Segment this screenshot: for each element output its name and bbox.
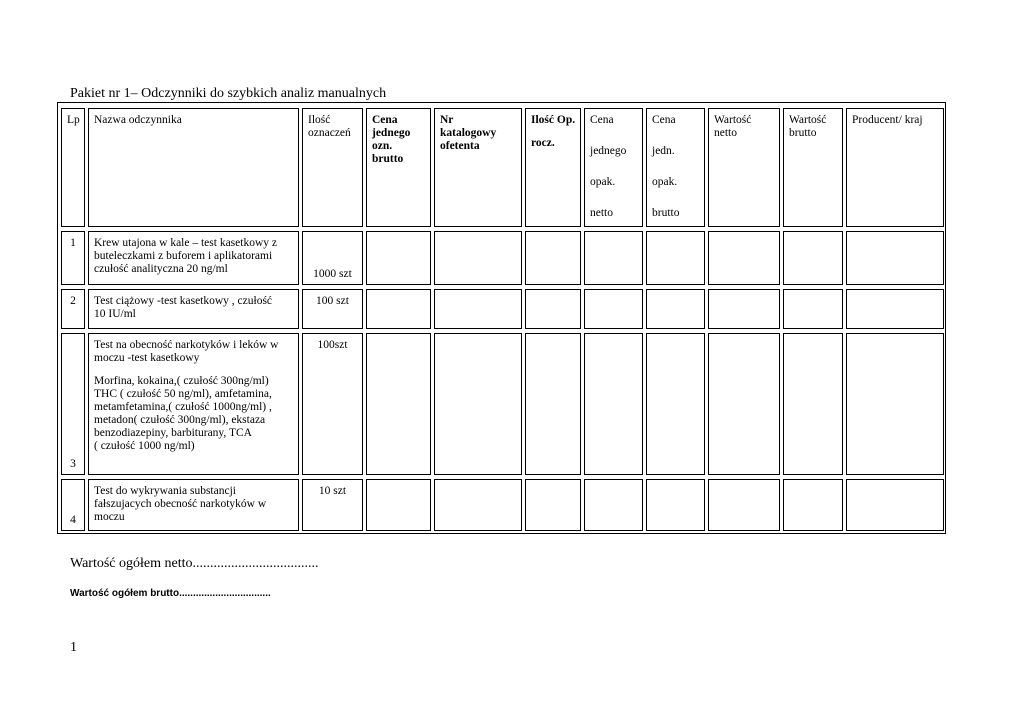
- row-2-wartosc-brutto[interactable]: [783, 289, 843, 329]
- row-3-nazwa-details-line-4: metadon( czułość 300ng/ml), ekstaza: [94, 414, 266, 426]
- header-cena-ozn-line-3: ozn.: [372, 140, 393, 152]
- header-ilosc-line-2: oznaczeń: [308, 127, 351, 139]
- header-wartosc-netto-line-2: netto: [714, 127, 737, 139]
- header-nazwa: [88, 108, 299, 227]
- total-brutto: Wartość ogółem brutto.................................: [70, 588, 271, 599]
- row-1-wartosc-brutto[interactable]: [783, 231, 843, 285]
- row-4-cena-opak-netto[interactable]: [584, 479, 643, 531]
- header-cena-ozn-line-4: brutto: [372, 153, 404, 165]
- package-title: Pakiet nr 1– Odczynniki do szybkich analiz manualnych: [70, 86, 387, 101]
- header-wartosc-brutto-line-2: brutto: [789, 127, 817, 139]
- header-cena-opak-brutto-line-2: jedn.: [652, 145, 675, 157]
- row-3-nazwa-details-line-5: benzodiazepiny, barbiturany, TCA: [94, 427, 252, 439]
- row-1-producent[interactable]: [846, 231, 944, 285]
- row-2-cena-opak-netto[interactable]: [584, 289, 643, 329]
- row-2-lp-value: 2: [70, 295, 76, 307]
- row-2-cena-ozn-brutto[interactable]: [366, 289, 431, 329]
- header-lp: [61, 108, 85, 227]
- row-3-ilosc: [302, 333, 363, 475]
- row-1-nazwa-line-1: Krew utajona w kale – test kasetkowy z: [94, 237, 277, 249]
- header-cena-jednego-opak-netto: [584, 108, 643, 227]
- row-4-ilosc-op[interactable]: [525, 479, 581, 531]
- row-3-wartosc-netto[interactable]: [708, 333, 780, 475]
- header-nr-line-1: Nr: [440, 114, 454, 126]
- row-4-lp: [61, 479, 85, 531]
- row-2-nazwa-line-1: Test ciążowy -test kasetkowy , czułość: [94, 295, 273, 307]
- row-3-wartosc-brutto[interactable]: [783, 333, 843, 475]
- row-2-cena-opak-brutto[interactable]: [646, 289, 705, 329]
- row-1-ilosc: [302, 231, 363, 285]
- row-1-cena-opak-netto[interactable]: [584, 231, 643, 285]
- row-3-cena-opak-brutto[interactable]: [646, 333, 705, 475]
- row-4-ilosc-value: 10 szt: [318, 485, 347, 497]
- header-ilosc-op-line-2: rocz.: [531, 137, 555, 149]
- row-1-lp-value: 1: [70, 237, 76, 249]
- row-3-producent[interactable]: [846, 333, 944, 475]
- header-cena-ozn-line-2: jednego: [372, 127, 411, 139]
- row-1-lp: [61, 231, 85, 285]
- header-cena-opak-netto-line-3: opak.: [590, 176, 616, 188]
- header-nr-line-2: katalogowy: [440, 127, 497, 139]
- row-2-nr-katalogowy[interactable]: [434, 289, 522, 329]
- row-2-nazwa: [88, 289, 299, 329]
- row-3-nr-katalogowy[interactable]: [434, 333, 522, 475]
- row-2-wartosc-netto[interactable]: [708, 289, 780, 329]
- row-4-ilosc: [302, 479, 363, 531]
- row-2-producent[interactable]: [846, 289, 944, 329]
- row-3-nazwa-details-line-2: THC ( czułość 50 ng/ml), amfetamina,: [94, 388, 272, 400]
- header-cena-jedn-opak-brutto: [646, 108, 705, 227]
- row-4-cena-opak-brutto[interactable]: [646, 479, 705, 531]
- row-3-nazwa-intro-line-1: Test na obecność narkotyków i leków w: [94, 339, 279, 351]
- row-1-ilosc-value: 1000 szt: [313, 268, 352, 280]
- row-2-ilosc-op[interactable]: [525, 289, 581, 329]
- page-number: 1: [70, 640, 77, 655]
- total-netto: Wartość ogółem netto....................................: [70, 556, 319, 571]
- header-ilosc-line-1: Ilość: [308, 114, 331, 126]
- header-wartosc-netto: [708, 108, 780, 227]
- row-3-ilosc-op[interactable]: [525, 333, 581, 475]
- header-cena-opak-brutto-line-1: Cena: [652, 114, 676, 126]
- header-cena-opak-brutto-line-4: brutto: [652, 207, 680, 219]
- row-4-nazwa: [88, 479, 299, 531]
- header-nr-line-3: ofetenta: [440, 140, 480, 152]
- row-2-nazwa-line-2: 10 IU/ml: [94, 308, 136, 320]
- header-wartosc-brutto: [783, 108, 843, 227]
- header-ilosc-op-line-1: Ilość Op.: [531, 114, 576, 126]
- row-1-nazwa-line-2: buteleczkami z buforem i aplikatorami: [94, 250, 273, 262]
- row-3-nazwa-details-line-6: ( czułość 1000 ng/ml): [94, 440, 195, 452]
- row-3-cena-ozn-brutto[interactable]: [366, 333, 431, 475]
- row-3-nazwa-details-line-3: metamfetamina,( czułość 1000ng/ml) ,: [94, 401, 272, 413]
- header-cena-opak-netto-line-4: netto: [590, 207, 613, 219]
- row-2-ilosc: [302, 289, 363, 329]
- header-wartosc-netto-line-1: Wartość: [714, 114, 752, 126]
- header-cena-opak-netto-line-1: Cena: [590, 114, 614, 126]
- row-3-lp: [61, 333, 85, 475]
- header-nazwa-label: Nazwa odczynnika: [94, 114, 182, 126]
- row-1-wartosc-netto[interactable]: [708, 231, 780, 285]
- header-ilosc-oznaczen: [302, 108, 363, 227]
- row-4-wartosc-netto[interactable]: [708, 479, 780, 531]
- row-4-lp-value: 4: [70, 514, 76, 526]
- row-3-ilosc-value: 100szt: [317, 339, 348, 351]
- row-2-lp: [61, 289, 85, 329]
- header-ilosc-op-rocz: [525, 108, 581, 227]
- header-producent-kraj: [846, 108, 944, 227]
- row-3-cena-opak-netto[interactable]: [584, 333, 643, 475]
- row-4-nazwa-line-1: Test do wykrywania substancji: [94, 485, 236, 497]
- header-cena-opak-brutto-line-3: opak.: [652, 176, 678, 188]
- row-1-nr-katalogowy[interactable]: [434, 231, 522, 285]
- header-producent-label: Producent/ kraj: [852, 114, 923, 126]
- row-3-nazwa: [88, 333, 299, 475]
- header-lp-label: Lp: [67, 114, 80, 126]
- row-3-nazwa-details-line-1: Morfina, kokaina,( czułość 300ng/ml): [94, 375, 269, 387]
- row-1-cena-opak-brutto[interactable]: [646, 231, 705, 285]
- row-4-producent[interactable]: [846, 479, 944, 531]
- header-cena-opak-netto-line-2: jednego: [590, 145, 627, 157]
- row-3-lp-value: 3: [70, 458, 76, 470]
- row-4-wartosc-brutto[interactable]: [783, 479, 843, 531]
- row-4-nr-katalogowy[interactable]: [434, 479, 522, 531]
- row-2-ilosc-value: 100 szt: [316, 295, 349, 307]
- row-1-nazwa: [88, 231, 299, 285]
- header-cena-ozn-line-1: Cena: [372, 114, 398, 126]
- row-1-cena-ozn-brutto[interactable]: [366, 231, 431, 285]
- header-nr-katalogowy: [434, 108, 522, 227]
- row-4-nazwa-line-2: fałszujacych obecność narkotyków w: [94, 498, 267, 510]
- row-1-ilosc-op[interactable]: [525, 231, 581, 285]
- header-wartosc-brutto-line-1: Wartość: [789, 114, 827, 126]
- row-3-nazwa-intro-line-2: moczu -test kasetkowy: [94, 352, 200, 364]
- row-1-nazwa-line-3: czułość analityczna 20 ng/ml: [94, 263, 228, 275]
- row-4-cena-ozn-brutto[interactable]: [366, 479, 431, 531]
- price-table: [57, 102, 946, 534]
- header-cena-jednego-ozn-brutto: [366, 108, 431, 227]
- row-4-nazwa-line-3: moczu: [94, 511, 125, 523]
